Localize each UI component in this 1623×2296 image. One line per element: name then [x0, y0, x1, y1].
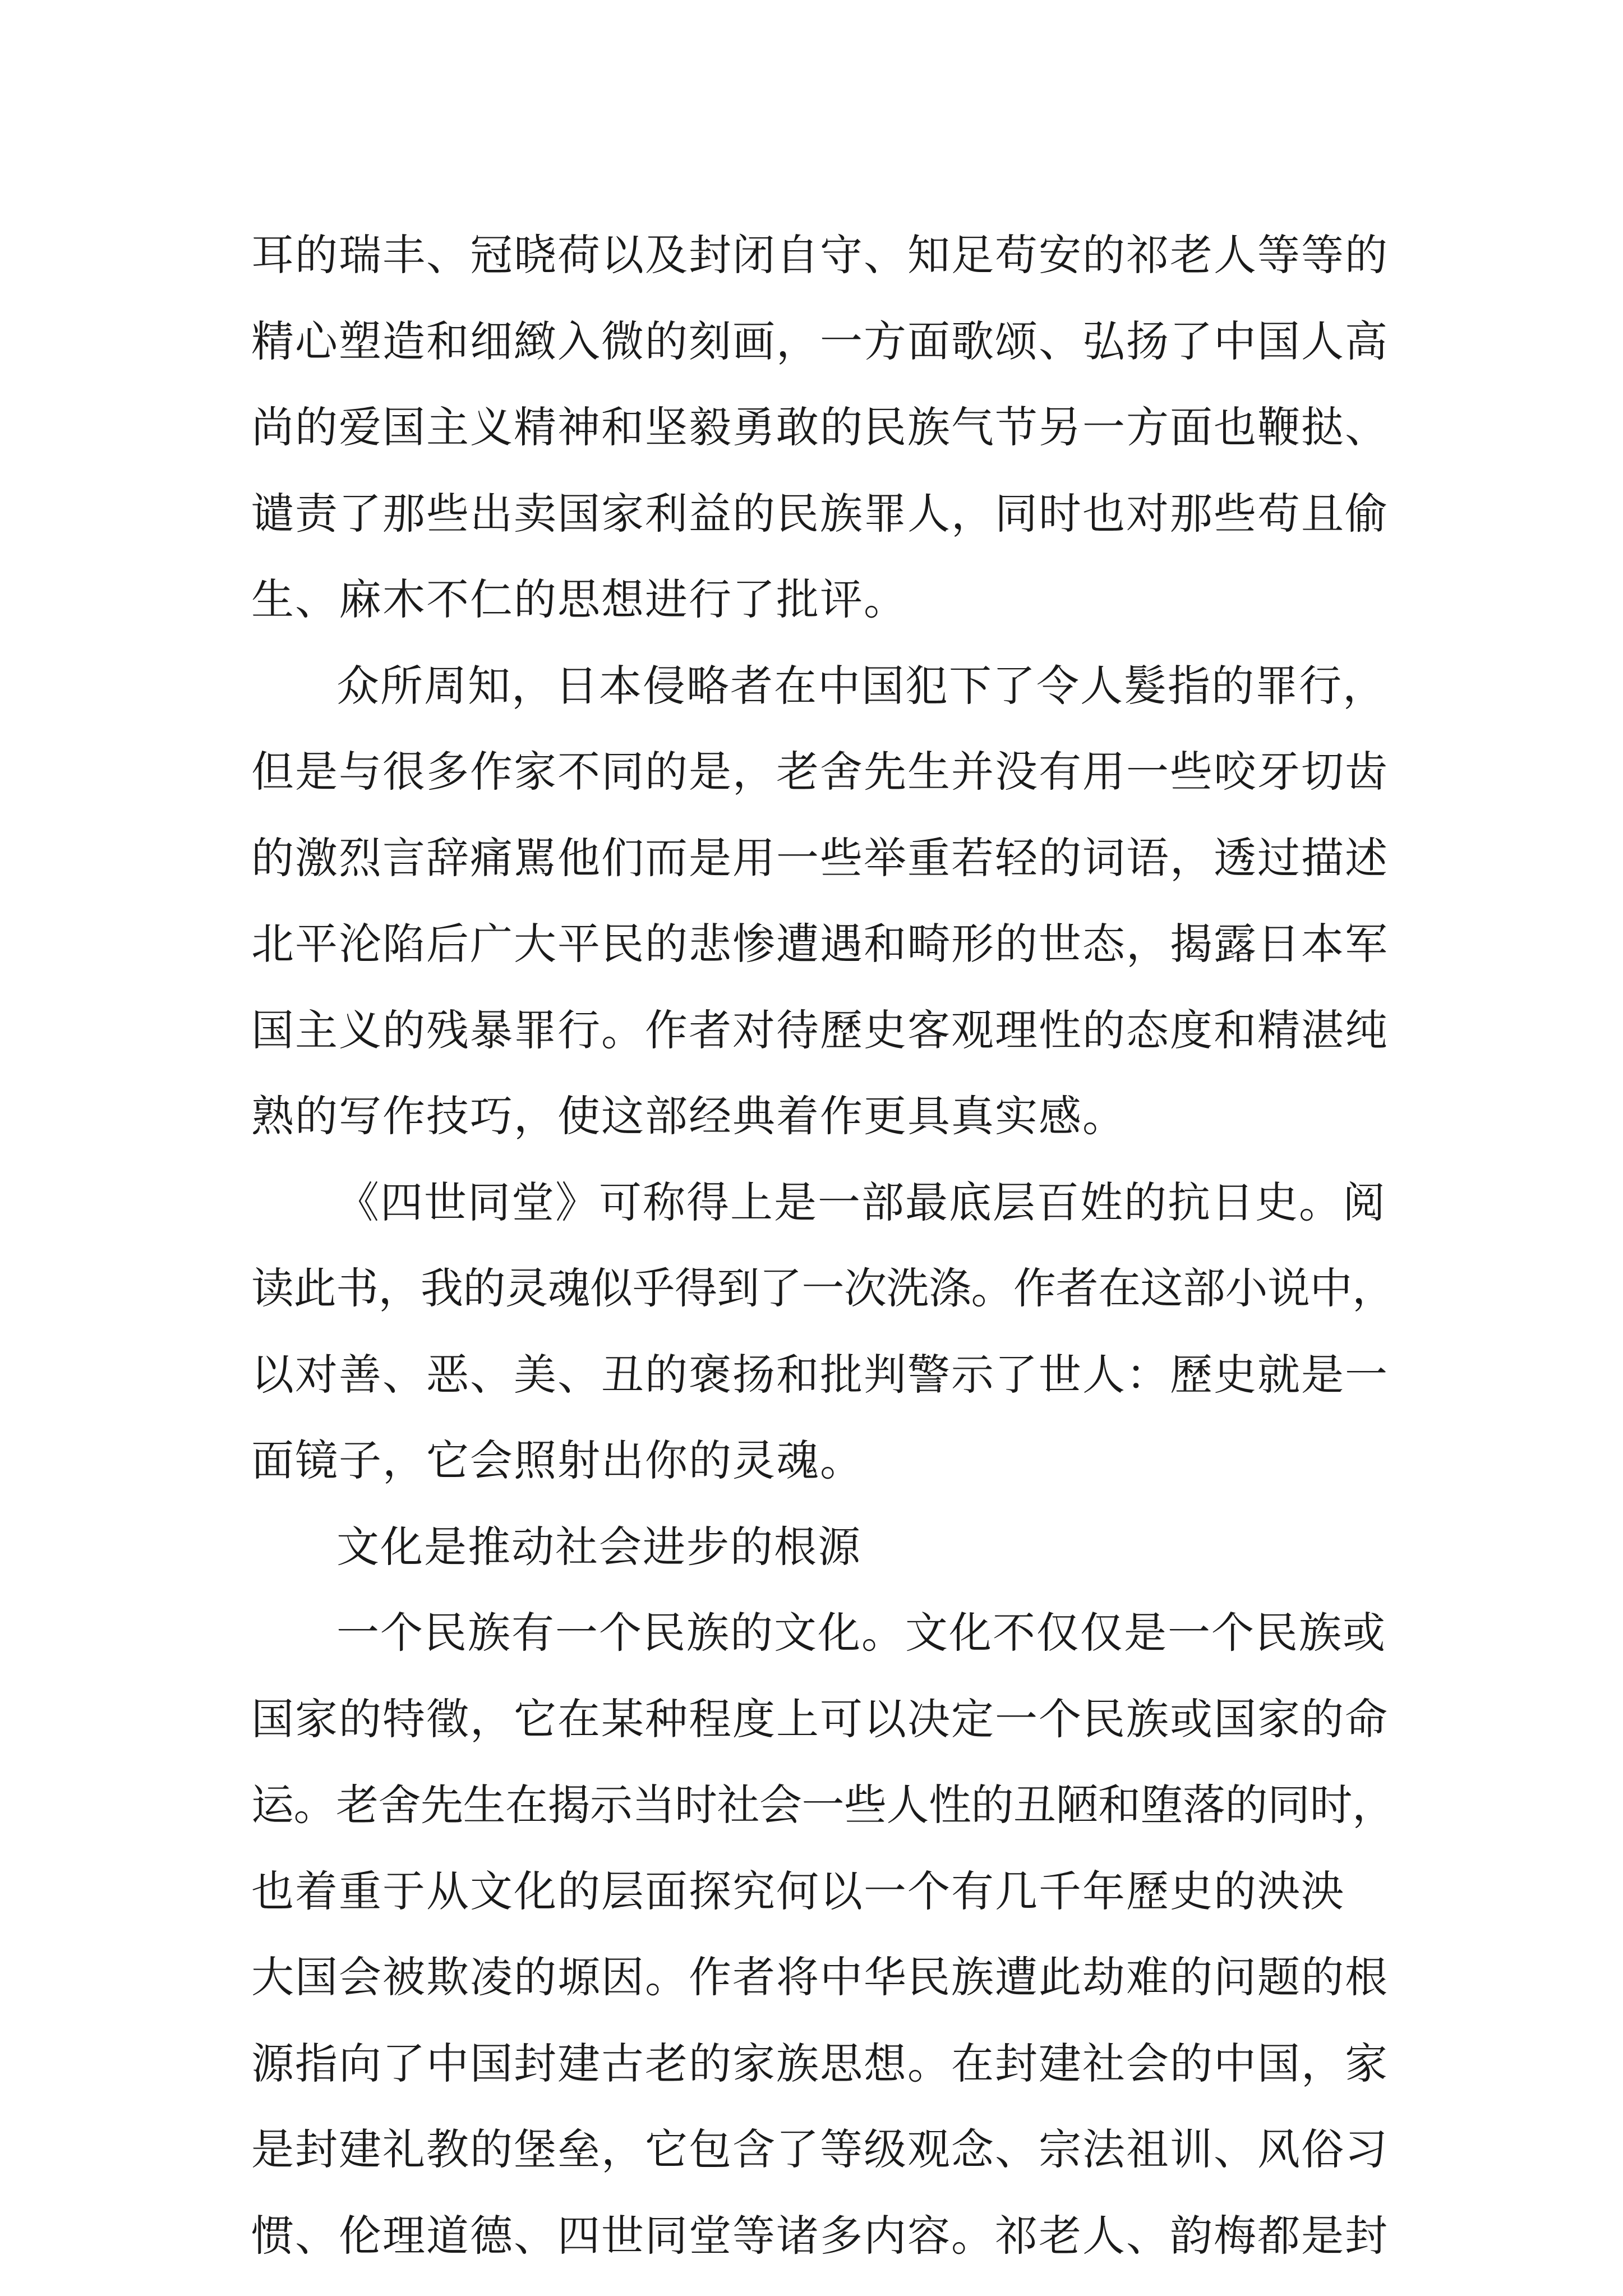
text-line: 惯、伦理道德、四世同堂等诸多内容。祁老人、韵梅都是封	[251, 2210, 1389, 2261]
text-line: 精心塑造和细緻入微的刻画，一方面歌颂、弘扬了中国人高	[251, 316, 1389, 366]
text-line: 文化是推动社会进步的根源	[336, 1521, 861, 1572]
text-line: 但是与很多作家不同的是，老舍先生并没有用一些咬牙切齿	[251, 747, 1389, 797]
text-line: 生、麻木不仁的思想进行了批评。	[251, 574, 907, 624]
text-line: 读此书，我的灵魂似乎得到了一次洗涤。作者在这部小说中，	[251, 1263, 1395, 1313]
text-line: 的激烈言辞痛駡他们而是用一些举重若轻的词语，透过描述	[251, 832, 1389, 883]
text-line: 北平沦陷后广大平民的悲惨遭遇和畸形的世态，揭露日本军	[251, 919, 1389, 969]
text-line: 是封建礼教的堡垒，它包含了等级观念、宗法祖训、风俗习	[251, 2124, 1389, 2174]
text-line: 耳的瑞丰、冠晓荷以及封闭自守、知足苟安的祁老人等等的	[251, 230, 1389, 280]
text-line: 谴责了那些出卖国家利益的民族罪人，同时也对那些苟且偷	[251, 488, 1389, 539]
text-line: 运。老舍先生在揭示当时社会一些人性的丑陋和堕落的同时，	[251, 1780, 1395, 1830]
text-line: 众所周知，日本侵略者在中国犯下了令人髮指的罪行，	[336, 660, 1386, 711]
text-line: 《四世同堂》可称得上是一部最底层百姓的抗日史。阅	[336, 1177, 1386, 1227]
text-line: 面镜子，它会照射出你的灵魂。	[251, 1435, 864, 1485]
text-line: 大国会被欺凌的塬因。作者将中华民族遭此劫难的问题的根	[251, 1952, 1389, 2002]
text-line: 一个民族有一个民族的文化。文化不仅仅是一个民族或	[336, 1608, 1386, 1658]
text-line: 国家的特徵，它在某种程度上可以决定一个民族或国家的命	[251, 1694, 1389, 1744]
text-line: 也着重于从文化的层面探究何以一个有几千年歷史的泱泱	[251, 1866, 1345, 1916]
text-line: 国主义的残暴罪行。作者对待歷史客观理性的态度和精湛纯	[251, 1005, 1389, 1055]
text-line: 以对善、恶、美、丑的褒扬和批判警示了世人：歷史就是一	[251, 1349, 1389, 1400]
text-line: 源指向了中国封建古老的家族思想。在封建社会的中国，家	[251, 2038, 1389, 2088]
text-line: 熟的写作技巧，使这部经典着作更具真实感。	[251, 1091, 1126, 1141]
text-line: 尚的爱国主义精神和坚毅勇敢的民族气节另一方面也鞭挞、	[251, 402, 1389, 452]
body-text	[251, 212, 1401, 2279]
